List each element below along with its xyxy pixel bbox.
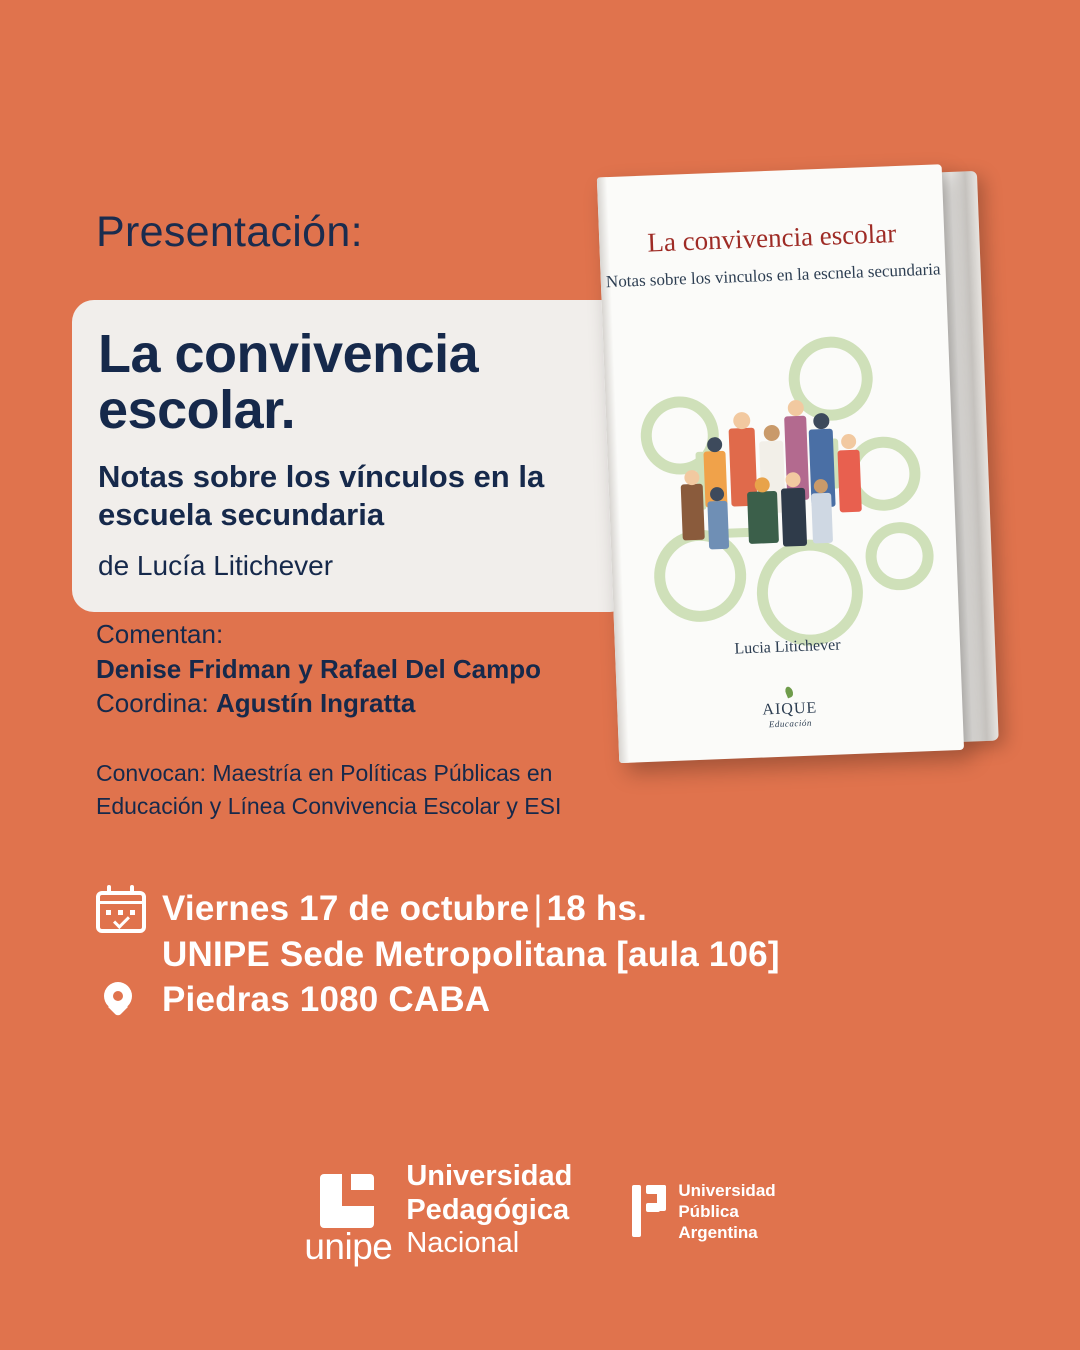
presentation-label: Presentación:: [96, 208, 363, 256]
cover-author: Lucia Litichever: [734, 636, 841, 658]
event-datetime: [162, 887, 647, 932]
book-title: La convivencia escolar.: [98, 324, 479, 441]
unipe-logo: [304, 1160, 573, 1268]
footer-logos: [0, 1160, 1080, 1268]
upa-line2: Pública: [678, 1201, 739, 1221]
unipe-name: [406, 1160, 572, 1263]
event-time: 18 hs.: [546, 888, 648, 928]
unipe-line2: Pedagógica: [406, 1193, 570, 1226]
map-pin-icon: [96, 980, 162, 1020]
upa-line1: Universidad: [678, 1180, 776, 1200]
unipe-line1: Universidad: [406, 1160, 573, 1192]
credits-block: [96, 617, 616, 721]
event-block: [96, 885, 780, 1023]
commentators-names: Denise Fridman y Rafael Del Campo: [96, 653, 542, 684]
book-author: de Lucía Litichever: [98, 549, 334, 581]
unipe-line3: Nacional: [406, 1227, 520, 1260]
upa-line3: Argentina: [678, 1223, 758, 1243]
upa-name: [678, 1180, 775, 1244]
convocan-text: Convocan: Maestría en Políticas Públicas en Educación y Línea Convivencia Escolar y ESI: [96, 760, 562, 819]
unipe-wordmark: unipe: [304, 1226, 393, 1268]
universidad-publica-argentina-logo: [632, 1180, 775, 1244]
book-subtitle: Notas sobre los vínculos en la escuela secundaria: [98, 459, 545, 532]
calendar-icon: [96, 885, 162, 933]
event-venue: UNIPE Sede Metropolitana [aula 106]: [162, 935, 780, 974]
cover-subtitle: Notas sobre los vinculos en la escnela secundaria: [605, 259, 941, 292]
cover-title: La convivencia escolar: [646, 218, 897, 258]
book-cover: [597, 164, 964, 763]
commentators-label: Comentan:: [96, 619, 224, 649]
event-address-row: [96, 978, 780, 1023]
title-card: [72, 300, 632, 612]
event-date: Viernes 17 de octubre: [162, 888, 530, 928]
event-separator: |: [533, 888, 543, 928]
publisher-logo: [617, 680, 963, 735]
coordinator-label: Coordina:: [96, 688, 209, 719]
upa-mark-icon: [632, 1185, 666, 1237]
event-venue-row: [96, 933, 780, 978]
publisher-tagline: Educación: [768, 717, 813, 730]
publisher-name: AIQUE: [762, 699, 818, 719]
coordinator-name: Agustín Ingratta: [215, 688, 416, 719]
cover-illustration: [629, 325, 932, 636]
unipe-mark-icon: [304, 1168, 393, 1268]
event-date-row: [96, 885, 780, 933]
event-address: Piedras 1080 CABA: [162, 979, 491, 1019]
book-mockup: [597, 163, 999, 767]
coordinator-line: [96, 686, 616, 721]
